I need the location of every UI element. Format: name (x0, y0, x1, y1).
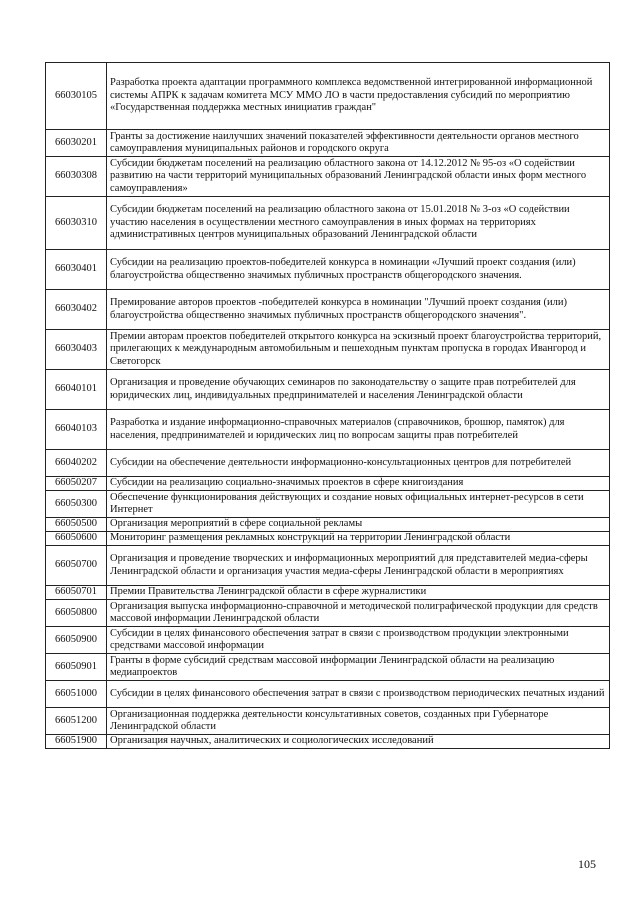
budget-code: 66030401 (46, 250, 107, 290)
budget-code: 66050800 (46, 600, 107, 627)
expense-description: Мониторинг размещения рекламных конструкций на территории Ленинградской области (107, 532, 610, 546)
expense-description: Гранты за достижение наилучших значений показателей эффективности деятельности органов местного самоуправления муниципальных районов и городского округа (107, 130, 610, 157)
table-row (46, 681, 610, 708)
budget-code: 66050900 (46, 627, 107, 654)
expense-description: Премии авторам проектов победителей открытого конкурса на эскизный проект благоустройства территорий, прилегающих к международным автомобильным и пешеходным пунктам пропуска в городах Ивангород и Светогорск (107, 330, 610, 370)
budget-code: 66030105 (46, 63, 107, 130)
budget-code: 66030308 (46, 157, 107, 197)
table-row (46, 654, 610, 681)
expense-description: Премирование авторов проектов -победителей конкурса в номинации "Лучший проект создания (или) благоустройства общественно значимых публичных пространств общегородского значения". (107, 290, 610, 330)
budget-code: 66030201 (46, 130, 107, 157)
expense-description: Субсидии на реализацию проектов-победителей конкурса в номинации «Лучший проект создания (или) благоустройства общественно значимых публичных пространств общегородского значения. (107, 250, 610, 290)
table-row (46, 600, 610, 627)
table-row (46, 290, 610, 330)
expense-description: Организация и проведение творческих и информационных мероприятий для представителей медиа-сферы Ленинградской области и организация участия медиа-сферы Ленинградской области в мероприятиях (107, 546, 610, 586)
budget-code: 66051000 (46, 681, 107, 708)
expense-description: Обеспечение функционирования действующих и создание новых официальных интернет-ресурсов в сети Интернет (107, 491, 610, 518)
table-row (46, 157, 610, 197)
codes-table (45, 62, 610, 749)
table-row (46, 450, 610, 477)
table-row (46, 410, 610, 450)
budget-code: 66050701 (46, 586, 107, 600)
table-row (46, 546, 610, 586)
budget-code: 66050300 (46, 491, 107, 518)
table-row (46, 708, 610, 735)
expense-description: Организация и проведение обучающих семинаров по законодательству о защите прав потребителей для юридических лиц, индивидуальных предпринимателей и населения Ленинградской области (107, 370, 610, 410)
table-row (46, 735, 610, 749)
table-row (46, 330, 610, 370)
expense-description: Организация выпуска информационно-справочной и методической полиграфической продукции для средств массовой информации Ленинградской области (107, 600, 610, 627)
budget-code: 66050207 (46, 477, 107, 491)
table-row (46, 532, 610, 546)
budget-code: 66051900 (46, 735, 107, 749)
table-row (46, 370, 610, 410)
table-row (46, 491, 610, 518)
expense-description: Премии Правительства Ленинградской области в сфере журналистики (107, 586, 610, 600)
table-row (46, 518, 610, 532)
expense-description: Субсидии на реализацию социально-значимых проектов в сфере книгоиздания (107, 477, 610, 491)
budget-code: 66030310 (46, 197, 107, 250)
budget-code: 66040103 (46, 410, 107, 450)
expense-description: Разработка и издание информационно-справочных материалов (справочников, брошюр, памяток) для населения, предпринимателей и юридических лиц по вопросам защиты прав потребителей (107, 410, 610, 450)
budget-code: 66030402 (46, 290, 107, 330)
expense-description: Гранты в форме субсидий средствам массовой информации Ленинградской области на реализацию медиапроектов (107, 654, 610, 681)
budget-code: 66050700 (46, 546, 107, 586)
expense-description: Субсидии на обеспечение деятельности информационно-консультационных центров для потребителей (107, 450, 610, 477)
budget-code: 66040202 (46, 450, 107, 477)
expense-description: Организация научных, аналитических и социологических исследований (107, 735, 610, 749)
expense-description: Разработка проекта адаптации программного комплекса ведомственной интегрированной информационной системы АПРК к задачам комитета МСУ ММО ЛО в части предоставления субсидий по мероприятию «Государственная поддержка местных инициатив граждан" (107, 63, 610, 130)
budget-code: 66030403 (46, 330, 107, 370)
expense-description: Субсидии бюджетам поселений на реализацию областного закона от 14.12.2012 № 95-оз «О содействии развитию на части территорий муниципальных образований Ленинградской области иных форм местного самоуправления» (107, 157, 610, 197)
expense-description: Субсидии в целях финансового обеспечения затрат в связи с производством продукции электронными средствами массовой информации (107, 627, 610, 654)
budget-code: 66050901 (46, 654, 107, 681)
budget-code: 66050600 (46, 532, 107, 546)
budget-code: 66040101 (46, 370, 107, 410)
table-row (46, 477, 610, 491)
expense-description: Субсидии в целях финансового обеспечения затрат в связи с производством периодических печатных изданий (107, 681, 610, 708)
table-row (46, 627, 610, 654)
table-row (46, 63, 610, 130)
table-row (46, 250, 610, 290)
page-number: 105 (578, 857, 596, 871)
codes-table-body (46, 63, 610, 749)
budget-code: 66051200 (46, 708, 107, 735)
table-row (46, 130, 610, 157)
expense-description: Организация мероприятий в сфере социальной рекламы (107, 518, 610, 532)
table-row (46, 197, 610, 250)
expense-description: Субсидии бюджетам поселений на реализацию областного закона от 15.01.2018 № 3-оз «О содействии участию населения в осуществлении местного самоуправления в иных формах на территориях административных центров муниципальных образований Ленинградской области (107, 197, 610, 250)
budget-code: 66050500 (46, 518, 107, 532)
expense-description: Организационная поддержка деятельности консультативных советов, созданных при Губернаторе Ленинградской области (107, 708, 610, 735)
table-row (46, 586, 610, 600)
